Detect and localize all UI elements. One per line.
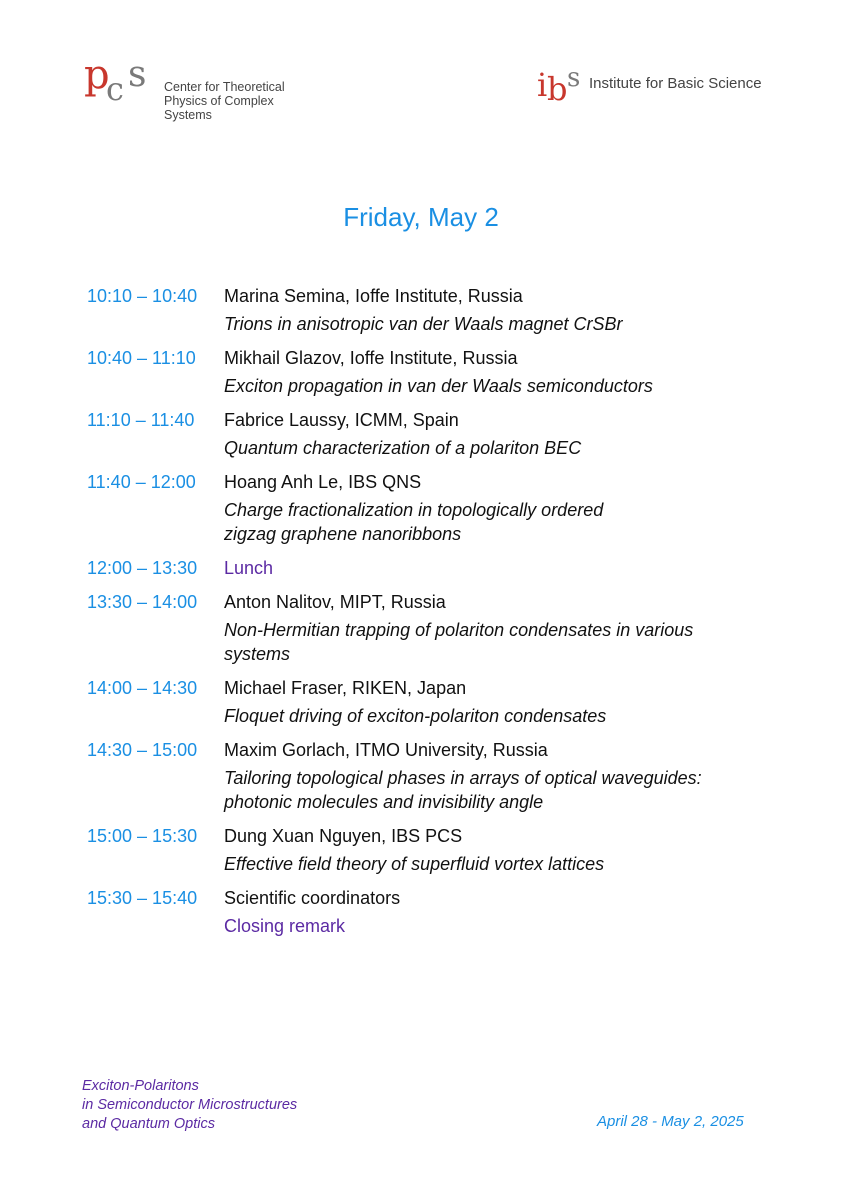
session-speaker: Mikhail Glazov, Ioffe Institute, Russia [224, 348, 518, 368]
session-speaker: Hoang Anh Le, IBS QNS [224, 472, 422, 492]
session-speaker: Anton Nalitov, MIPT, Russia [224, 592, 446, 612]
session-talk-title [224, 618, 787, 666]
pcs-logo-p: p [84, 52, 110, 98]
session-talk-title-line1: Non-Hermitian trapping of polariton condensates in various [224, 620, 694, 640]
event-name [82, 1077, 297, 1134]
session-row [87, 284, 787, 336]
session-talk-title-line1: Tailoring topological phases in arrays of optical waveguides: [224, 768, 702, 788]
session-time: 11:40 – 12:00 [87, 472, 196, 492]
session-time: 12:00 – 13:30 [87, 558, 198, 578]
session-talk-title: Effective field theory of superfluid vortex lattices [224, 854, 605, 874]
session-talk-title-line2: systems [224, 644, 291, 664]
session-talk-title [224, 766, 787, 814]
session-talk-title-line2: zigzag graphene nanoribbons [224, 524, 462, 544]
session-time: 14:00 – 14:30 [87, 678, 198, 698]
pcs-logo-s: s [128, 54, 147, 95]
ibs-logo [535, 60, 775, 110]
session-talk-title [224, 498, 787, 546]
session-talk-title: Trions in anisotropic van der Waals magnet CrSBr [224, 314, 623, 334]
session-row [87, 824, 787, 876]
session-talk-title: Floquet driving of exciton-polariton condensates [224, 706, 607, 726]
session-speaker: Michael Fraser, RIKEN, Japan [224, 678, 467, 698]
pcs-logo-mark [84, 52, 164, 108]
ibs-logo-b: b [547, 70, 568, 108]
session-talk-title-line2: photonic molecules and invisibility angle [224, 792, 544, 812]
session-row [87, 738, 787, 814]
session-time: 15:30 – 15:40 [87, 888, 198, 908]
ibs-logo-i: i [537, 66, 548, 104]
session-row [87, 408, 787, 460]
ibs-logo-text: Institute for Basic Science [589, 75, 762, 92]
pcs-logo-text [164, 80, 324, 122]
session-talk-title: Exciton propagation in van der Waals semiconductors [224, 376, 653, 396]
session-row [87, 346, 787, 398]
event-name-line1: Exciton-Polaritons [82, 1078, 199, 1094]
session-talk-title: Quantum characterization of a polariton BEC [224, 438, 582, 458]
page-title: Friday, May 2 [343, 202, 499, 232]
session-speaker: Scientific coordinators [224, 888, 401, 908]
ibs-logo-s: s [567, 63, 581, 93]
pcs-logo [84, 52, 324, 122]
session-row [87, 590, 787, 666]
session-row [87, 676, 787, 728]
session-time: 13:30 – 14:00 [87, 592, 198, 612]
session-time: 14:30 – 15:00 [87, 740, 198, 760]
session-time: 15:00 – 15:30 [87, 826, 198, 846]
session-row [87, 470, 787, 546]
session-time: 10:40 – 11:10 [87, 348, 196, 368]
session-row-break [87, 556, 787, 580]
session-speaker: Dung Xuan Nguyen, IBS PCS [224, 826, 463, 846]
session-speaker: Marina Semina, Ioffe Institute, Russia [224, 286, 523, 306]
pcs-logo-line1: Center for Theoretical [164, 80, 285, 94]
session-row [87, 886, 787, 938]
session-speaker: Maxim Gorlach, ITMO University, Russia [224, 740, 548, 760]
lunch-label: Lunch [224, 558, 274, 578]
pcs-logo-line2: Physics of Complex Systems [164, 94, 274, 122]
session-time: 11:10 – 11:40 [87, 410, 195, 430]
pcs-logo-c: c [106, 70, 124, 108]
session-time: 10:10 – 10:40 [87, 286, 198, 306]
session-speaker: Fabrice Laussy, ICMM, Spain [224, 410, 459, 430]
schedule [87, 284, 787, 948]
event-dates: April 28 - May 2, 2025 [597, 1113, 744, 1130]
event-name-line2: in Semiconductor Microstructures [82, 1097, 298, 1113]
closing-remark-label: Closing remark [224, 916, 346, 936]
ibs-logo-mark [535, 60, 587, 108]
event-name-line3: and Quantum Optics [82, 1116, 215, 1132]
session-talk-title-line1: Charge fractionalization in topologically ordered [224, 500, 604, 520]
